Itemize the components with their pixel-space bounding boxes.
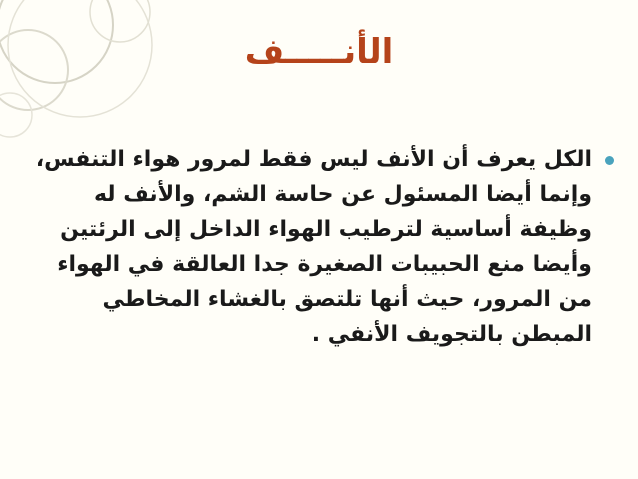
paragraph-line-5: من المرور، حيث أنها تلتصق بالغشاء المخاطي xyxy=(102,287,592,312)
bullet-item xyxy=(35,142,614,352)
content-body xyxy=(35,142,614,352)
paragraph-line-4: وأيضا منع الحبيبات الصغيرة جدا العالقة في الهواء xyxy=(57,252,592,277)
paragraph-line-1: الكل يعرف أن الأنف ليس فقط لمرور هواء التنفس، xyxy=(35,147,592,172)
deco-circle-tiny xyxy=(0,93,32,137)
paragraph-line-2: وإنما أيضا المسئول عن حاسة الشم، والأنف له xyxy=(93,182,592,207)
slide-title: الأنـــــف xyxy=(244,32,394,72)
bullet-dot-icon xyxy=(605,156,614,165)
paragraph-line-3: وظيفة أساسية لترطيب الهواء الداخل إلى الرئتين xyxy=(60,217,592,242)
paragraph-line-6: المبطن بالتجويف الأنفي . xyxy=(311,322,592,347)
